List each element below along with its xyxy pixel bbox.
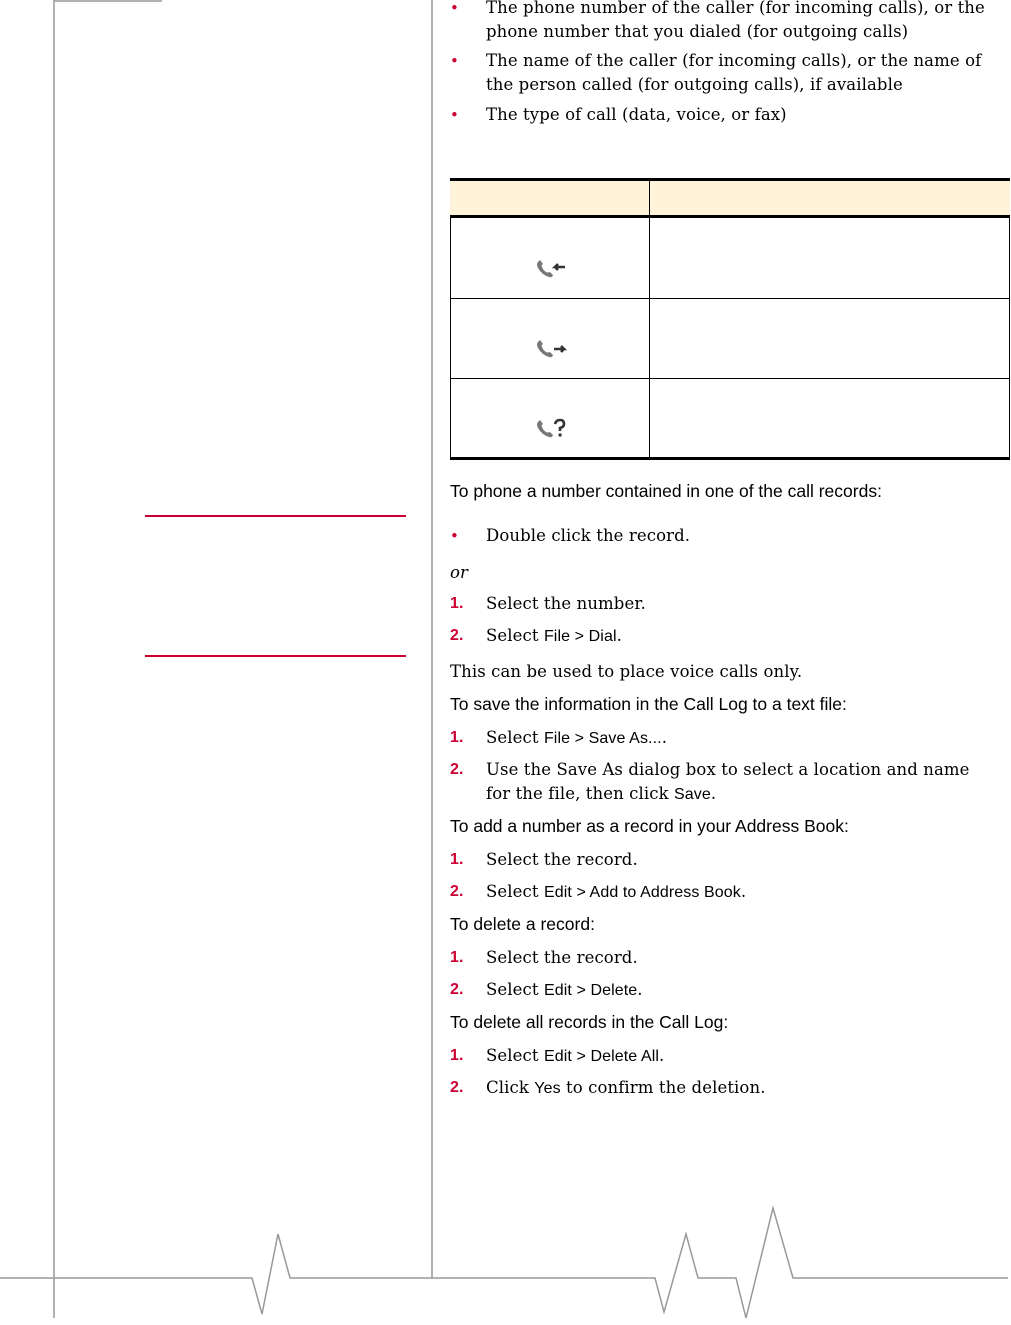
list-item xyxy=(450,524,1010,548)
step-text xyxy=(486,1076,1006,1101)
menu-path: Edit > Delete All xyxy=(543,1048,660,1065)
step-number: 1. xyxy=(450,1047,464,1064)
row-divider xyxy=(450,378,1010,379)
step-item xyxy=(450,978,1010,1002)
menu-path: Edit > Delete xyxy=(543,982,638,999)
call-icons-table xyxy=(450,178,1010,460)
or-text: or xyxy=(450,563,469,582)
text-fragment: Select xyxy=(486,1046,544,1065)
button-name: Save xyxy=(674,786,711,803)
step-text xyxy=(486,1044,1006,1069)
step-item xyxy=(450,946,1010,970)
step-text xyxy=(486,880,1006,905)
text-fragment: Click xyxy=(486,1078,535,1097)
bullet-icon: • xyxy=(450,106,459,124)
step-item xyxy=(450,592,1010,616)
text-fragment: . xyxy=(637,980,643,999)
margin-rule-top xyxy=(145,515,406,517)
table-left-border xyxy=(450,218,451,458)
step-item xyxy=(450,726,1010,750)
text-fragment: Select xyxy=(486,728,544,747)
step-item xyxy=(450,624,1010,648)
incoming-call-icon xyxy=(535,258,569,280)
step-text xyxy=(486,624,1006,649)
button-name: Yes xyxy=(534,1080,561,1097)
step-text: Select the number. xyxy=(486,594,646,613)
text-fragment: . xyxy=(661,728,668,747)
step-number: 2. xyxy=(450,761,464,778)
step-text: Select the record. xyxy=(486,948,638,967)
step-number: 1. xyxy=(450,949,464,966)
step-item xyxy=(450,848,1010,872)
text-fragment: Use the Save As dialog box to select a location and name xyxy=(486,760,970,779)
step-number: 1. xyxy=(450,851,464,868)
list-item xyxy=(450,0,1010,44)
step-item xyxy=(450,1076,1010,1100)
step-number: 2. xyxy=(450,627,464,644)
table-right-border xyxy=(1009,218,1010,458)
heartbeat-line xyxy=(0,1208,1008,1318)
menu-path: File > Dial xyxy=(543,628,617,645)
text-fragment: . xyxy=(659,1046,665,1065)
section-heading: To add a number as a record in your Address Book: xyxy=(450,816,849,836)
list-item-text: The phone number of the caller (for incoming calls), or the phone number that you dialed (for outgoing calls) xyxy=(486,0,985,41)
list-item xyxy=(450,103,1010,127)
column-divider xyxy=(649,178,650,460)
text-fragment: Select xyxy=(486,882,544,901)
text-fragment: Select xyxy=(486,626,544,645)
list-item-text: The type of call (data, voice, or fax) xyxy=(486,105,787,124)
list-item-text: The name of the caller (for incoming calls), or the name of the person called (for outgoing calls), if available xyxy=(486,51,982,94)
step-number: 2. xyxy=(450,1079,464,1096)
section-heading: To phone a number contained in one of the call records: xyxy=(450,481,882,501)
step-text xyxy=(486,978,1006,1003)
unknown-call-icon xyxy=(535,418,569,440)
step-text xyxy=(486,758,1006,807)
outgoing-call-icon xyxy=(535,338,569,360)
table-bottom-border xyxy=(450,457,1010,460)
row-divider xyxy=(450,298,1010,299)
menu-path: Edit > Add to Address Book xyxy=(543,884,741,901)
section-heading: To delete all records in the Call Log: xyxy=(450,1012,729,1032)
list-item-text: Double click the record. xyxy=(486,526,691,545)
table-header xyxy=(450,178,1010,218)
menu-path: File > Save As... xyxy=(543,730,662,747)
step-item xyxy=(450,880,1010,904)
text-fragment: . xyxy=(740,882,747,901)
bullet-icon: • xyxy=(450,527,459,545)
text-fragment: . xyxy=(616,626,622,645)
step-number: 1. xyxy=(450,595,464,612)
text-fragment: to confirm the deletion. xyxy=(560,1078,766,1097)
step-text xyxy=(486,726,1006,751)
section-heading: To save the information in the Call Log to a text file: xyxy=(450,694,847,714)
bullet-icon: • xyxy=(450,52,459,70)
step-number: 1. xyxy=(450,729,464,746)
step-number: 2. xyxy=(450,883,464,900)
step-item xyxy=(450,1044,1010,1068)
step-item xyxy=(450,758,1010,806)
text-fragment: for the file, then click xyxy=(486,784,675,803)
list-item xyxy=(450,49,1010,97)
step-number: 2. xyxy=(450,981,464,998)
text-fragment: . xyxy=(710,784,717,803)
margin-rule-bottom xyxy=(145,655,406,657)
step-text: Select the record. xyxy=(486,850,638,869)
text-fragment: Select xyxy=(486,980,544,999)
note-text: This can be used to place voice calls only. xyxy=(450,662,803,681)
section-heading: To delete a record: xyxy=(450,914,595,934)
bullet-icon: • xyxy=(450,0,459,17)
